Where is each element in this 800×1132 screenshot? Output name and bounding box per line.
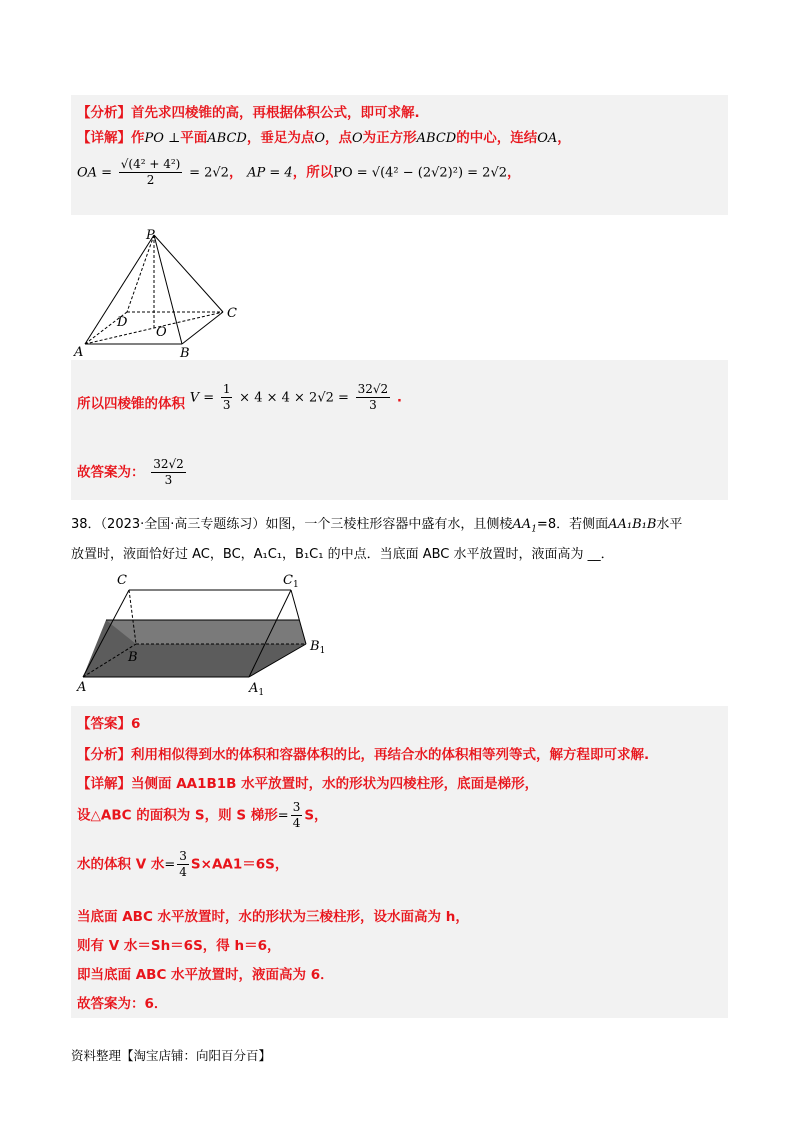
label-a: A [74,345,84,359]
footer: 资料整理【淘宝店铺：向阳百分百】 [71,1048,272,1063]
analysis-38: 【分析】利用相似得到水的体积和容器体积的比，再结合水的体积相等列等式，解方程即可求解. [77,747,650,763]
label-c1: $C_1$ [283,573,299,590]
label-b1: $B_1$ [310,639,326,656]
s-line: 设△ABC 的面积为 S，则 S 梯形= $\frac{3}{4}$ S， [77,800,328,830]
solution-block-top [71,95,728,215]
label-b: B [180,346,190,359]
label-c: C [227,306,237,321]
answer-line-1: 故答案为： $\frac{32√2}{3}$ [77,457,184,487]
question-38-line2: 放置时，液面恰好过 AC，BC，A₁C₁，B₁C₁ 的中点．当底面 ABC 水平放置时，液面高为 __． [71,547,614,562]
label-p: P [146,228,155,243]
answer-38: 【答案】6 [77,716,141,732]
question-38-line1: 38．（2023·全国·高三专题练习）如图，一个三棱柱形容器中盛有水，且侧棱$AA_1=8$．若侧面AA₁B₁B水平 [71,517,683,535]
label-d: D [117,315,128,330]
volume-line: 所以四棱锥的体积 V = $\frac{1}{3}$ × 4 × 4 × 2√2 = $\frac{32√2}{3}$ . [77,382,403,412]
analysis-line: 【分析】首先求四棱锥的高，再根据体积公式，即可求解. [77,105,420,121]
oa-fraction: $\frac{\text{√(4² + 4²)}}{2}$ [120,157,181,187]
label-c: C [117,573,127,588]
solution-block-38 [71,706,728,1018]
prism-figure [71,570,331,700]
line-6: 故答案为：6． [77,996,168,1012]
detail-38: 【详解】当侧面 AA1B1B 水平放置时，水的形状为四棱柱形，底面是梯形， [77,776,539,792]
v-line: 水的体积 V 水= $\frac{3}{4}$ S×AA1＝6S， [77,849,289,879]
volume-block [71,360,728,500]
line-5: 即当底面 ABC 水平放置时，液面高为 6． [77,967,334,983]
detail-line: 【详解】作PO ⊥平面ABCD，垂足为点O，点O为正方形ABCD的中心，连结OA， [77,130,571,146]
line-3: 当底面 ABC 水平放置时，水的形状为三棱柱形，设水面高为 h， [77,909,469,925]
label-a1: $A_1$ [249,681,265,698]
label-o: O [156,325,167,340]
label-b: B [128,650,138,665]
line-4: 则有 V 水＝Sh＝6S，得 h＝6， [77,938,281,954]
pyramid-figure [71,227,243,359]
oa-equation-line: OA = $\frac{\text{√(4² + 4²)}}{2}$ = 2√2， AP = 4，所以PO = √(4² − (2√2)²) = 2√2， [77,157,521,187]
label-a: A [77,680,87,695]
